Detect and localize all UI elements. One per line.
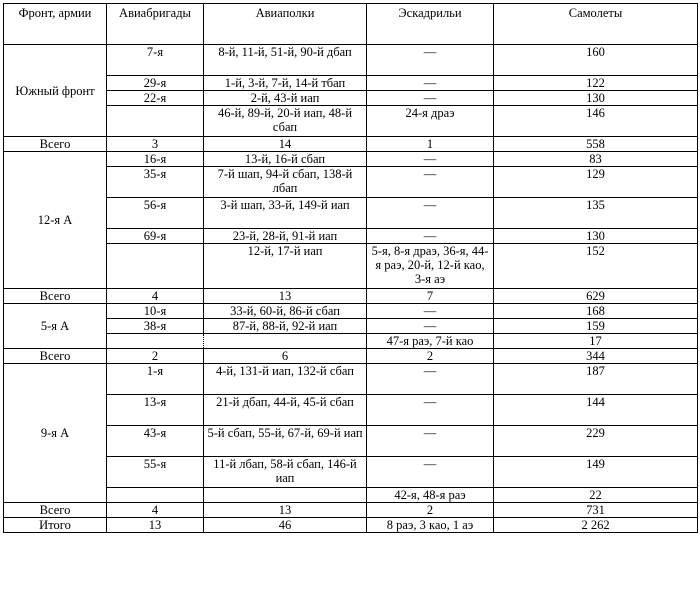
table-row bbox=[4, 426, 698, 457]
regiments-cell: 23-й, 28-й, 91-й иап bbox=[204, 229, 367, 244]
grand-total-row bbox=[4, 518, 698, 533]
total-regiments: 13 bbox=[204, 503, 367, 518]
table-row bbox=[4, 319, 698, 334]
planes-cell: 135 bbox=[494, 198, 698, 229]
planes-cell: 229 bbox=[494, 426, 698, 457]
total-regiments: 14 bbox=[204, 137, 367, 152]
brigade-cell: 56-я bbox=[107, 198, 204, 229]
header-planes: Самолеты bbox=[494, 4, 698, 45]
regiments-cell: 2-й, 43-й иап bbox=[204, 91, 367, 106]
regiments-cell: 1-й, 3-й, 7-й, 14-й тбап bbox=[204, 76, 367, 91]
total-planes: 558 bbox=[494, 137, 698, 152]
table-row bbox=[4, 76, 698, 91]
brigade-cell: 10-я bbox=[107, 304, 204, 319]
planes-cell: 83 bbox=[494, 152, 698, 167]
aviation-table bbox=[3, 3, 698, 533]
table-row bbox=[4, 198, 698, 229]
brigade-cell: 43-я bbox=[107, 426, 204, 457]
table-row bbox=[4, 364, 698, 395]
grand-total-brigades: 13 bbox=[107, 518, 204, 533]
total-row bbox=[4, 503, 698, 518]
planes-cell: 159 bbox=[494, 319, 698, 334]
squadrons-cell: — bbox=[367, 152, 494, 167]
regiments-cell: 5-й сбап, 55-й, 67-й, 69-й иап bbox=[204, 426, 367, 457]
regiments-cell: 12-й, 17-й иап bbox=[204, 244, 367, 289]
planes-cell: 130 bbox=[494, 229, 698, 244]
front-name-army12: 12-я А bbox=[4, 152, 107, 289]
table-row bbox=[4, 488, 698, 503]
front-name-southern: Южный фронт bbox=[4, 45, 107, 137]
table-row bbox=[4, 167, 698, 198]
brigade-cell: 7-я bbox=[107, 45, 204, 76]
grand-total-regiments: 46 bbox=[204, 518, 367, 533]
planes-cell: 152 bbox=[494, 244, 698, 289]
table-row bbox=[4, 45, 698, 76]
brigade-cell: 16-я bbox=[107, 152, 204, 167]
regiments-cell bbox=[204, 334, 367, 349]
regiments-cell: 7-й шап, 94-й сбап, 138-й лбап bbox=[204, 167, 367, 198]
brigade-cell: 69-я bbox=[107, 229, 204, 244]
table-row bbox=[4, 152, 698, 167]
planes-cell: 22 bbox=[494, 488, 698, 503]
table-row bbox=[4, 334, 698, 349]
total-label: Всего bbox=[4, 503, 107, 518]
total-planes: 344 bbox=[494, 349, 698, 364]
total-regiments: 6 bbox=[204, 349, 367, 364]
brigade-cell: 29-я bbox=[107, 76, 204, 91]
total-regiments: 13 bbox=[204, 289, 367, 304]
total-label: Всего bbox=[4, 289, 107, 304]
planes-cell: 149 bbox=[494, 457, 698, 488]
brigade-cell bbox=[107, 334, 204, 349]
squadrons-cell: — bbox=[367, 91, 494, 106]
planes-cell: 122 bbox=[494, 76, 698, 91]
brigade-cell: 13-я bbox=[107, 395, 204, 426]
squadrons-cell: — bbox=[367, 364, 494, 395]
header-front: Фронт, армии bbox=[4, 4, 107, 45]
planes-cell: 130 bbox=[494, 91, 698, 106]
total-planes: 731 bbox=[494, 503, 698, 518]
total-row bbox=[4, 137, 698, 152]
total-squadrons: 2 bbox=[367, 503, 494, 518]
grand-total-squadrons: 8 раэ, 3 као, 1 аэ bbox=[367, 518, 494, 533]
planes-cell: 168 bbox=[494, 304, 698, 319]
squadrons-cell: — bbox=[367, 167, 494, 198]
brigade-cell bbox=[107, 244, 204, 289]
table-row bbox=[4, 229, 698, 244]
regiments-cell: 4-й, 131-й иап, 132-й сбап bbox=[204, 364, 367, 395]
total-brigades: 4 bbox=[107, 503, 204, 518]
regiments-cell: 8-й, 11-й, 51-й, 90-й дбап bbox=[204, 45, 367, 76]
squadrons-cell: — bbox=[367, 457, 494, 488]
planes-cell: 160 bbox=[494, 45, 698, 76]
total-row bbox=[4, 289, 698, 304]
regiments-cell: 3-й шап, 33-й, 149-й иап bbox=[204, 198, 367, 229]
brigade-cell: 22-я bbox=[107, 91, 204, 106]
front-name-army5: 5-я А bbox=[4, 304, 107, 349]
total-squadrons: 1 bbox=[367, 137, 494, 152]
squadrons-cell: — bbox=[367, 319, 494, 334]
planes-cell: 187 bbox=[494, 364, 698, 395]
squadrons-cell: 47-я раэ, 7-й као bbox=[367, 334, 494, 349]
total-label: Всего bbox=[4, 349, 107, 364]
total-squadrons: 2 bbox=[367, 349, 494, 364]
regiments-cell: 13-й, 16-й сбап bbox=[204, 152, 367, 167]
brigade-cell: 35-я bbox=[107, 167, 204, 198]
brigade-cell bbox=[107, 106, 204, 137]
planes-cell: 146 bbox=[494, 106, 698, 137]
total-brigades: 2 bbox=[107, 349, 204, 364]
regiments-cell: 21-й дбап, 44-й, 45-й сбап bbox=[204, 395, 367, 426]
squadrons-cell: — bbox=[367, 395, 494, 426]
table-row bbox=[4, 106, 698, 137]
table-row bbox=[4, 244, 698, 289]
squadrons-cell: 24-я драэ bbox=[367, 106, 494, 137]
total-planes: 629 bbox=[494, 289, 698, 304]
grand-total-label: Итого bbox=[4, 518, 107, 533]
squadrons-cell: 5-я, 8-я драэ, 36-я, 44-я раэ, 20-й, 12-й као, 3-я аэ bbox=[367, 244, 494, 289]
total-brigades: 3 bbox=[107, 137, 204, 152]
brigade-cell: 55-я bbox=[107, 457, 204, 488]
header-row bbox=[4, 4, 698, 45]
total-brigades: 4 bbox=[107, 289, 204, 304]
squadrons-cell: — bbox=[367, 45, 494, 76]
regiments-cell bbox=[204, 488, 367, 503]
squadrons-cell: 42-я, 48-я раэ bbox=[367, 488, 494, 503]
brigade-cell: 38-я bbox=[107, 319, 204, 334]
front-name-army9: 9-я А bbox=[4, 364, 107, 503]
squadrons-cell: — bbox=[367, 198, 494, 229]
regiments-cell: 87-й, 88-й, 92-й иап bbox=[204, 319, 367, 334]
regiments-cell: 46-й, 89-й, 20-й иап, 48-й сбап bbox=[204, 106, 367, 137]
regiments-cell: 33-й, 60-й, 86-й сбап bbox=[204, 304, 367, 319]
table-row bbox=[4, 304, 698, 319]
header-regiments: Авиаполки bbox=[204, 4, 367, 45]
total-squadrons: 7 bbox=[367, 289, 494, 304]
header-brigades: Авиабригады bbox=[107, 4, 204, 45]
regiments-cell: 11-й лбап, 58-й сбап, 146-й иап bbox=[204, 457, 367, 488]
brigade-cell bbox=[107, 488, 204, 503]
grand-total-planes: 2 262 bbox=[494, 518, 698, 533]
header-squadrons: Эскадрильи bbox=[367, 4, 494, 45]
brigade-cell: 1-я bbox=[107, 364, 204, 395]
table-row bbox=[4, 91, 698, 106]
planes-cell: 17 bbox=[494, 334, 698, 349]
total-label: Всего bbox=[4, 137, 107, 152]
table-row bbox=[4, 395, 698, 426]
squadrons-cell: — bbox=[367, 229, 494, 244]
squadrons-cell: — bbox=[367, 426, 494, 457]
table-row bbox=[4, 457, 698, 488]
planes-cell: 129 bbox=[494, 167, 698, 198]
planes-cell: 144 bbox=[494, 395, 698, 426]
squadrons-cell: — bbox=[367, 76, 494, 91]
squadrons-cell: — bbox=[367, 304, 494, 319]
total-row bbox=[4, 349, 698, 364]
